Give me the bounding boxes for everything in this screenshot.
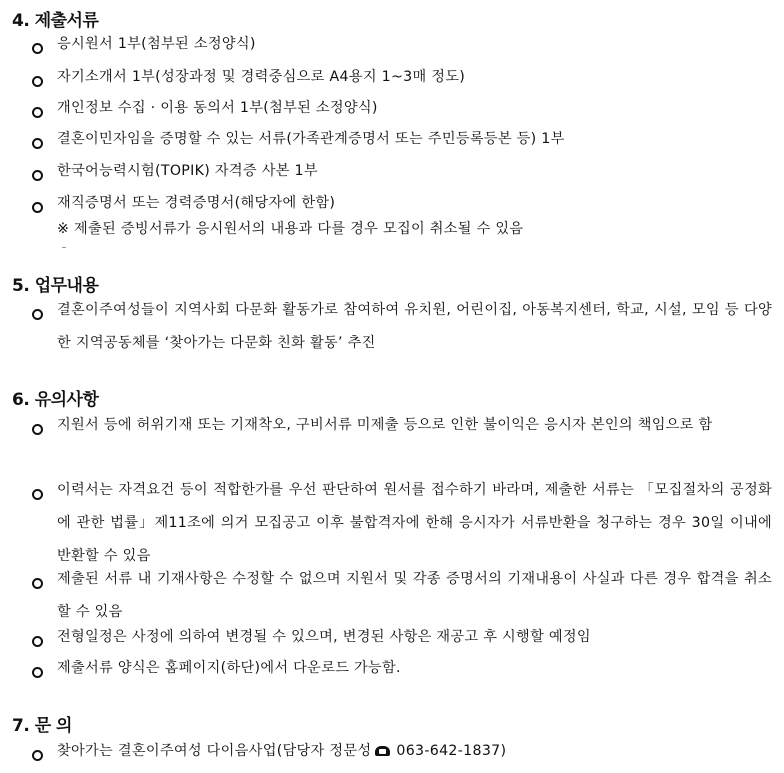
list-item-text: 전형일정은 사정에 의하여 변경될 수 있으며, 변경된 사항은 재공고 후 시행할 예정임 (57, 629, 591, 645)
list-item-text: 개인정보 수집 · 이용 동의서 1부(첨부된 소정양식) (57, 100, 378, 116)
list-item-text: 결혼이주여성들이 지역사회 다문화 활동가로 참여하여 유치원, 어린이집, 아동복지센터, 학교, 시설, 모임 등 다양한 지역공동체를 ‘찾아가는 다문화 친화 활동’ 추진 (57, 302, 772, 351)
telephone-icon (375, 746, 390, 756)
circle-bullet-icon (32, 667, 43, 678)
circle-bullet-icon (32, 43, 43, 54)
circle-bullet-icon (32, 424, 43, 435)
circle-bullet-icon (32, 138, 43, 149)
phone-number: 063-642-1837) (396, 743, 507, 759)
section-7-heading: 7. 문 의 (12, 716, 72, 736)
circle-bullet-icon (32, 578, 43, 589)
contact-text: 찾아가는 결혼이주여성 다이음사업(담당자 정문성 (57, 743, 372, 759)
list-item-text: 결혼이민자임을 증명할 수 있는 서류(가족관계증명서 또는 주민등록등본 등) 1부 (57, 131, 565, 147)
list-item-text: 제출서류 양식은 홈페이지(하단)에서 다운로드 가능함. (57, 660, 401, 676)
circle-bullet-icon (32, 76, 43, 87)
section-5-heading: 5. 업무내용 (12, 276, 99, 296)
section-6-heading: 6. 유의사항 (12, 390, 99, 410)
list-item-text: 제출된 서류 내 기재사항은 수정할 수 없으며 지원서 및 각종 증명서의 기재내용이 사실과 다른 경우 합격을 취소할 수 있음 (57, 571, 772, 620)
circle-bullet-icon (32, 750, 43, 761)
list-item-text: 재직증명서 또는 경력증명서(해당자에 한함) (57, 195, 336, 211)
list-item-text: 이력서는 자격요건 등이 적합한가를 우선 판단하여 원서를 접수하기 바라며, 제출한 서류는 「모집절차의 공정화에 관한 법률」제11조에 의거 모집공고 이후 불합격자에 한해 응시자가 서류반환을 청구하는 경우 30일 이내에 반환할 수 있음 (57, 482, 772, 564)
circle-bullet-icon (32, 489, 43, 500)
list-item-text: 응시원서 1부(첨부된 소정양식) (57, 36, 256, 52)
list-item-text: 자기소개서 1부(성장과정 및 경력중심으로 A4용지 1~3매 정도) (57, 69, 466, 85)
divider-mark (62, 247, 66, 248)
contact-line (57, 735, 506, 768)
circle-bullet-icon (32, 309, 43, 320)
circle-bullet-icon (32, 202, 43, 213)
section-4-heading: 4. 제출서류 (12, 11, 99, 31)
circle-bullet-icon (32, 170, 43, 181)
circle-bullet-icon (32, 107, 43, 118)
circle-bullet-icon (32, 636, 43, 647)
list-item-text: 한국어능력시험(TOPIK) 자격증 사본 1부 (57, 163, 318, 179)
list-item-text: 지원서 등에 허위기재 또는 기재착오, 구비서류 미제출 등으로 인한 불이익은 응시자 본인의 책임으로 함 (57, 417, 713, 433)
note-text: ※ 제출된 증빙서류가 응시원서의 내용과 다를 경우 모집이 취소될 수 있음 (57, 221, 524, 237)
